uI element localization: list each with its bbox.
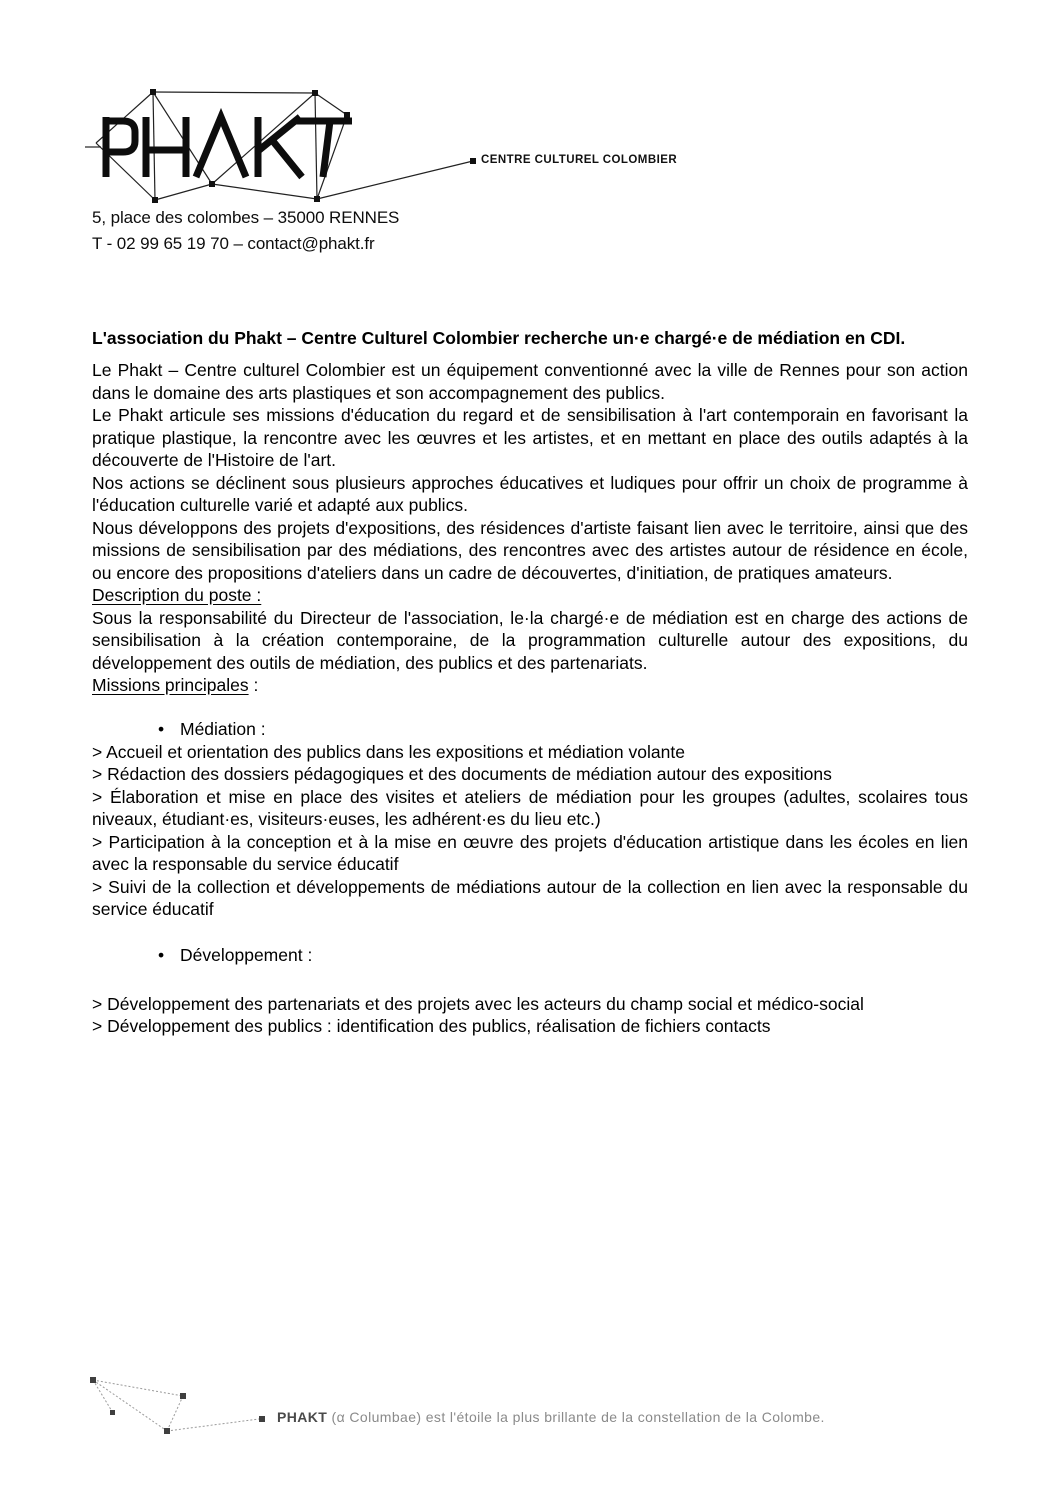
job-offer-body (92, 318, 968, 1038)
description-paragraph: Sous la responsabilité du Directeur de l'association, le·la chargé·e de médiation est en charge des actions de sensibilisation à la création contemporaine, de la programmation culturelle autour des expositions, du développement des outils de médiation, des publics et des partenariats. (92, 607, 968, 673)
constellation-nodes (150, 89, 476, 203)
phakt-wordmark (103, 117, 352, 177)
list-item: > Suivi de la collection et développements de médiations autour de la collection en lien avec la responsable du service éducatif (92, 876, 968, 919)
bullet-mediation-label: Médiation : (180, 718, 266, 739)
address-line-1: 5, place des colombes – 35000 RENNES (92, 208, 400, 227)
intro-paragraph-3b: Nous développons des projets d'expositions, des résidences d'artiste faisant lien avec le territoire, ainsi que des missions de sensibilisation par des médiations, des rencontres avec des artistes autour de résidence en école, ou encore des propositions d'ateliers dans un cadre de découvertes, d'initiation, de pratiques amateurs. (92, 517, 968, 583)
mediation-task-list (92, 741, 968, 921)
list-item: > Élaboration et mise en place des visites et ateliers de médiation pour les groupes (adultes, scolaires tous niveaux, étudiant·es, visiteurs·euses, les adhérent·es du lieu etc.) (92, 786, 968, 829)
intro-paragraph-1: Le Phakt – Centre culturel Colombier est un équipement conventionné avec la ville de Rennes pour son action dans le domaine des arts plastiques et son accompagnement des publics. (92, 360, 968, 403)
bullet-icon: • (158, 718, 165, 739)
footer-constellation (85, 1373, 285, 1438)
bullet-developpement-label: Développement : (180, 944, 313, 965)
intro-paragraph-2: Le Phakt articule ses missions d'éducation du regard et de sensibilisation à l'art contemporain en favorisant la pratique plastique, la rencontre avec les œuvres et les artistes, et en mettant en place des outils adaptés à la découverte de l'Histoire de l'art. (92, 405, 968, 470)
footer-caption-text: (α Columbae) est l'étoile la plus brillante de la constellation de la Colombe. (327, 1409, 825, 1425)
logo-tagline: CENTRE CULTUREL COLOMBIER (481, 154, 678, 166)
developpement-task-list (92, 993, 968, 1038)
list-item: > Développement des partenariats et des projets avec les acteurs du champ social et médico-social (92, 993, 864, 1014)
bullet-mediation (92, 718, 968, 741)
section-heading-description: Description du poste : (92, 585, 262, 605)
list-item: > Rédaction des dossiers pédagogiques et des documents de médiation autour des expositions (92, 764, 832, 784)
section-heading-missions: Missions principales : (92, 675, 259, 695)
address-line-2: T - 02 99 65 19 70 – contact@phakt.fr (92, 233, 375, 253)
bullet-developpement (92, 944, 968, 967)
footer-constellation-lines (93, 1380, 259, 1431)
footer-constellation-nodes (90, 1377, 265, 1434)
phakt-logo (85, 85, 480, 210)
page-title: L'association du Phakt – Centre Culturel Colombier recherche un·e chargé·e de médiation en CDI. (92, 328, 906, 348)
footer-caption (277, 1409, 825, 1425)
address-block (92, 205, 399, 256)
intro-paragraph-3a: Nos actions se déclinent sous plusieurs approches éducatives et ludiques pour offrir un choix de programme à l'éducation culturelle varié et adapté aux publics. (92, 472, 968, 515)
list-item: > Développement des publics : identification des publics, réalisation de fichiers contacts (92, 1016, 771, 1036)
bullet-icon: • (158, 944, 165, 965)
list-item: > Accueil et orientation des publics dans les expositions et médiation volante (92, 741, 685, 762)
list-item: > Participation à la conception et à la mise en œuvre des projets d'éducation artistique dans les écoles en lien avec la responsable du service éducatif (92, 831, 968, 874)
footer-brand: PHAKT (277, 1409, 328, 1425)
